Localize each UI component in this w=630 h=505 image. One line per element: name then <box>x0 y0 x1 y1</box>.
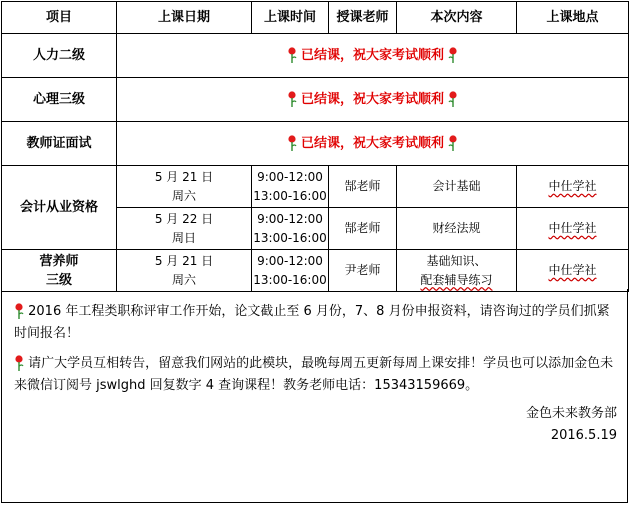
date-text: 5 月 22 日 <box>154 211 214 226</box>
time-cell <box>252 208 329 250</box>
time-morning: 9:00-12:00 <box>257 253 323 268</box>
weekday-text: 周六 <box>171 272 196 287</box>
project-line: 营养师 <box>39 253 79 269</box>
location-text: 中仕学社 <box>548 263 597 277</box>
teacher-cell: 郜老师 <box>329 208 397 250</box>
content-line: 配套辅导练习 <box>420 272 493 287</box>
time-afternoon: 13:00-16:00 <box>253 188 327 203</box>
project-cell <box>2 250 117 292</box>
schedule-table <box>1 1 629 292</box>
col-header-location: 上课地点 <box>517 2 629 34</box>
time-afternoon: 13:00-16:00 <box>253 230 327 245</box>
rose-icon <box>287 47 297 64</box>
banner-message: 已结课，祝大家考试顺利 <box>300 92 444 107</box>
project-cell: 人力二级 <box>2 34 117 78</box>
banner-row <box>2 34 629 78</box>
content-line: 基础知识、 <box>426 253 487 268</box>
location-cell <box>517 250 629 292</box>
teacher-cell: 尹老师 <box>329 250 397 292</box>
project-cell: 心理三级 <box>2 78 117 122</box>
banner-row <box>2 78 629 122</box>
location-cell <box>517 208 629 250</box>
time-afternoon: 13:00-16:00 <box>253 272 327 287</box>
rose-icon <box>448 91 458 108</box>
date-text: 5 月 21 日 <box>154 169 214 184</box>
signature: 金色未来教务部 <box>525 406 617 421</box>
teacher-cell: 郜老师 <box>329 166 397 208</box>
table-row <box>2 250 629 292</box>
notes-text: 请广大学员互相转告，留意我们网站的此模块，最晚每周五更新每周上课安排！学员也可以添加金色未来微信订阅号 jswlghd 回复数字 4 查询课程！教务老师电话：15343159669。 <box>14 356 614 393</box>
banner-cell <box>117 78 629 122</box>
rose-icon <box>448 135 458 152</box>
banner-row <box>2 122 629 166</box>
time-cell <box>252 166 329 208</box>
col-header-time: 上课时间 <box>252 2 329 34</box>
date-cell <box>117 166 252 208</box>
time-morning: 9:00-12:00 <box>257 211 323 226</box>
content-cell <box>397 250 517 292</box>
project-line: 三级 <box>45 272 72 288</box>
weekday-text: 周六 <box>171 188 196 203</box>
notes-text: 2016 年工程类职称评审工作开始，论文截止至 6 月份，7、8 月份申报资料，请咨询过的学员们抓紧时间报名！ <box>14 304 610 341</box>
banner-message: 已结课，祝大家考试顺利 <box>300 48 444 63</box>
banner-cell <box>117 34 629 78</box>
time-morning: 9:00-12:00 <box>257 169 323 184</box>
time-cell <box>252 250 329 292</box>
weekday-text: 周日 <box>171 230 196 245</box>
notes-paragraph <box>2 301 627 345</box>
banner-message: 已结课，祝大家考试顺利 <box>300 136 444 151</box>
content-cell: 财经法规 <box>397 208 517 250</box>
notes-paragraph <box>2 353 627 397</box>
col-header-content: 本次内容 <box>397 2 517 34</box>
location-text: 中仕学社 <box>548 179 597 193</box>
col-header-teacher: 授课老师 <box>329 2 397 34</box>
content-cell: 会计基础 <box>397 166 517 208</box>
banner-cell <box>117 122 629 166</box>
project-cell: 教师证面试 <box>2 122 117 166</box>
rose-icon <box>287 135 297 152</box>
notes-box <box>1 289 628 503</box>
rose-icon <box>448 47 458 64</box>
col-header-project: 项目 <box>2 2 117 34</box>
location-text: 中仕学社 <box>548 221 597 235</box>
location-cell <box>517 166 629 208</box>
signature-date: 2016.5.19 <box>550 428 617 443</box>
table-row <box>2 166 629 208</box>
project-cell: 会计从业资格 <box>2 166 117 250</box>
date-cell <box>117 250 252 292</box>
rose-icon <box>14 303 24 320</box>
col-header-date: 上课日期 <box>117 2 252 34</box>
header-row <box>2 2 629 34</box>
date-text: 5 月 21 日 <box>154 253 214 268</box>
rose-icon <box>287 91 297 108</box>
date-cell <box>117 208 252 250</box>
rose-icon <box>14 355 24 372</box>
